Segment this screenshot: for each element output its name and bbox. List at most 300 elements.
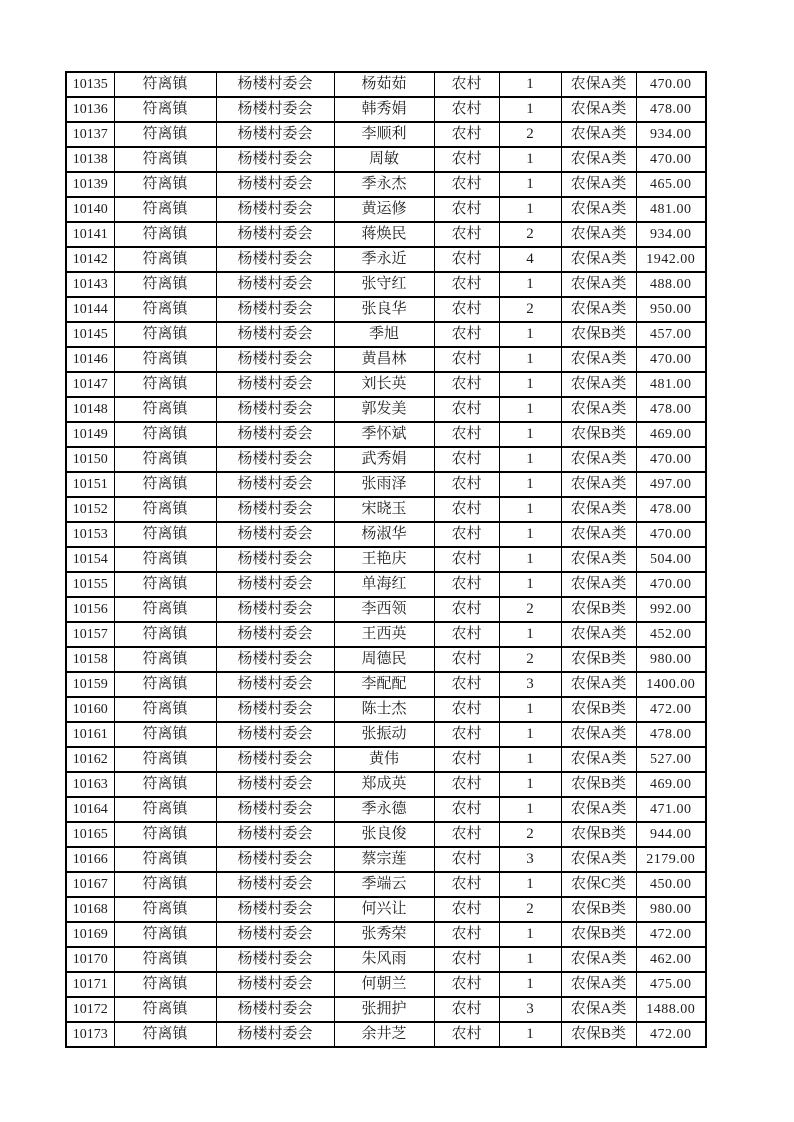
cell-insurance-category: 农保A类 bbox=[561, 722, 636, 747]
cell-residence-type: 农村 bbox=[434, 622, 499, 647]
cell-residence-type: 农村 bbox=[434, 697, 499, 722]
cell-town: 符离镇 bbox=[114, 872, 216, 897]
table-row bbox=[66, 447, 706, 472]
table-row bbox=[66, 147, 706, 172]
table-row bbox=[66, 872, 706, 897]
cell-insurance-category: 农保A类 bbox=[561, 347, 636, 372]
cell-village-committee: 杨楼村委会 bbox=[216, 97, 334, 122]
cell-record-id: 10150 bbox=[66, 447, 114, 472]
table-row bbox=[66, 422, 706, 447]
cell-village-committee: 杨楼村委会 bbox=[216, 797, 334, 822]
cell-person-name: 王艳庆 bbox=[334, 547, 434, 572]
cell-town: 符离镇 bbox=[114, 897, 216, 922]
cell-residence-type: 农村 bbox=[434, 822, 499, 847]
cell-village-committee: 杨楼村委会 bbox=[216, 1022, 334, 1047]
table-row bbox=[66, 172, 706, 197]
cell-residence-type: 农村 bbox=[434, 1022, 499, 1047]
cell-town: 符离镇 bbox=[114, 447, 216, 472]
cell-person-count: 1 bbox=[499, 947, 561, 972]
cell-person-count: 1 bbox=[499, 622, 561, 647]
cell-town: 符离镇 bbox=[114, 347, 216, 372]
cell-person-name: 季永德 bbox=[334, 797, 434, 822]
cell-person-name: 刘长英 bbox=[334, 372, 434, 397]
cell-amount: 481.00 bbox=[636, 197, 706, 222]
cell-person-count: 1 bbox=[499, 172, 561, 197]
table-row bbox=[66, 297, 706, 322]
cell-town: 符离镇 bbox=[114, 197, 216, 222]
cell-village-committee: 杨楼村委会 bbox=[216, 897, 334, 922]
cell-insurance-category: 农保A类 bbox=[561, 797, 636, 822]
table-row bbox=[66, 747, 706, 772]
cell-town: 符离镇 bbox=[114, 547, 216, 572]
cell-person-count: 1 bbox=[499, 197, 561, 222]
cell-town: 符离镇 bbox=[114, 747, 216, 772]
cell-residence-type: 农村 bbox=[434, 972, 499, 997]
cell-insurance-category: 农保A类 bbox=[561, 497, 636, 522]
cell-person-count: 1 bbox=[499, 722, 561, 747]
cell-town: 符离镇 bbox=[114, 172, 216, 197]
cell-insurance-category: 农保B类 bbox=[561, 822, 636, 847]
cell-village-committee: 杨楼村委会 bbox=[216, 547, 334, 572]
cell-person-count: 1 bbox=[499, 1022, 561, 1047]
cell-town: 符离镇 bbox=[114, 147, 216, 172]
cell-amount: 472.00 bbox=[636, 1022, 706, 1047]
table-row bbox=[66, 647, 706, 672]
cell-residence-type: 农村 bbox=[434, 297, 499, 322]
cell-village-committee: 杨楼村委会 bbox=[216, 172, 334, 197]
cell-person-name: 周德民 bbox=[334, 647, 434, 672]
table-row bbox=[66, 372, 706, 397]
cell-village-committee: 杨楼村委会 bbox=[216, 622, 334, 647]
cell-village-committee: 杨楼村委会 bbox=[216, 297, 334, 322]
cell-insurance-category: 农保A类 bbox=[561, 947, 636, 972]
cell-town: 符离镇 bbox=[114, 247, 216, 272]
cell-record-id: 10171 bbox=[66, 972, 114, 997]
cell-person-name: 郭发美 bbox=[334, 397, 434, 422]
cell-amount: 497.00 bbox=[636, 472, 706, 497]
cell-person-count: 2 bbox=[499, 222, 561, 247]
cell-residence-type: 农村 bbox=[434, 647, 499, 672]
cell-amount: 934.00 bbox=[636, 222, 706, 247]
benefit-roster-table bbox=[65, 71, 707, 1048]
cell-town: 符离镇 bbox=[114, 847, 216, 872]
cell-residence-type: 农村 bbox=[434, 372, 499, 397]
cell-insurance-category: 农保A类 bbox=[561, 297, 636, 322]
cell-person-count: 1 bbox=[499, 497, 561, 522]
cell-village-committee: 杨楼村委会 bbox=[216, 847, 334, 872]
cell-village-committee: 杨楼村委会 bbox=[216, 522, 334, 547]
table-row bbox=[66, 522, 706, 547]
cell-person-name: 单海红 bbox=[334, 572, 434, 597]
cell-insurance-category: 农保A类 bbox=[561, 197, 636, 222]
cell-residence-type: 农村 bbox=[434, 122, 499, 147]
cell-town: 符离镇 bbox=[114, 572, 216, 597]
cell-insurance-category: 农保A类 bbox=[561, 547, 636, 572]
cell-person-count: 1 bbox=[499, 922, 561, 947]
cell-record-id: 10162 bbox=[66, 747, 114, 772]
table-row bbox=[66, 347, 706, 372]
cell-residence-type: 农村 bbox=[434, 322, 499, 347]
cell-village-committee: 杨楼村委会 bbox=[216, 747, 334, 772]
cell-amount: 488.00 bbox=[636, 272, 706, 297]
cell-residence-type: 农村 bbox=[434, 497, 499, 522]
cell-residence-type: 农村 bbox=[434, 847, 499, 872]
cell-person-count: 1 bbox=[499, 547, 561, 572]
cell-record-id: 10172 bbox=[66, 997, 114, 1022]
cell-residence-type: 农村 bbox=[434, 722, 499, 747]
table-row bbox=[66, 397, 706, 422]
cell-person-count: 2 bbox=[499, 122, 561, 147]
cell-town: 符离镇 bbox=[114, 322, 216, 347]
cell-person-name: 张拥护 bbox=[334, 997, 434, 1022]
cell-town: 符离镇 bbox=[114, 97, 216, 122]
cell-person-count: 1 bbox=[499, 472, 561, 497]
cell-village-committee: 杨楼村委会 bbox=[216, 647, 334, 672]
cell-residence-type: 农村 bbox=[434, 797, 499, 822]
cell-village-committee: 杨楼村委会 bbox=[216, 72, 334, 97]
cell-amount: 457.00 bbox=[636, 322, 706, 347]
cell-village-committee: 杨楼村委会 bbox=[216, 322, 334, 347]
cell-amount: 470.00 bbox=[636, 447, 706, 472]
cell-amount: 527.00 bbox=[636, 747, 706, 772]
table-row bbox=[66, 672, 706, 697]
cell-record-id: 10166 bbox=[66, 847, 114, 872]
table-row bbox=[66, 722, 706, 747]
cell-insurance-category: 农保A类 bbox=[561, 372, 636, 397]
cell-record-id: 10146 bbox=[66, 347, 114, 372]
table-row bbox=[66, 547, 706, 572]
cell-person-count: 1 bbox=[499, 422, 561, 447]
cell-residence-type: 农村 bbox=[434, 197, 499, 222]
cell-insurance-category: 农保A类 bbox=[561, 72, 636, 97]
table-row bbox=[66, 972, 706, 997]
table-row bbox=[66, 622, 706, 647]
table-row bbox=[66, 922, 706, 947]
cell-insurance-category: 农保A类 bbox=[561, 622, 636, 647]
cell-residence-type: 农村 bbox=[434, 747, 499, 772]
cell-village-committee: 杨楼村委会 bbox=[216, 872, 334, 897]
cell-person-name: 余井芝 bbox=[334, 1022, 434, 1047]
cell-person-count: 1 bbox=[499, 522, 561, 547]
cell-person-count: 1 bbox=[499, 372, 561, 397]
cell-residence-type: 农村 bbox=[434, 447, 499, 472]
cell-record-id: 10168 bbox=[66, 897, 114, 922]
cell-residence-type: 农村 bbox=[434, 872, 499, 897]
cell-record-id: 10142 bbox=[66, 247, 114, 272]
cell-insurance-category: 农保A类 bbox=[561, 172, 636, 197]
cell-amount: 471.00 bbox=[636, 797, 706, 822]
cell-person-name: 张良华 bbox=[334, 297, 434, 322]
cell-record-id: 10148 bbox=[66, 397, 114, 422]
cell-village-committee: 杨楼村委会 bbox=[216, 422, 334, 447]
cell-insurance-category: 农保A类 bbox=[561, 222, 636, 247]
cell-town: 符离镇 bbox=[114, 397, 216, 422]
cell-town: 符离镇 bbox=[114, 497, 216, 522]
cell-record-id: 10160 bbox=[66, 697, 114, 722]
cell-person-count: 1 bbox=[499, 347, 561, 372]
cell-amount: 465.00 bbox=[636, 172, 706, 197]
cell-village-committee: 杨楼村委会 bbox=[216, 922, 334, 947]
table-row bbox=[66, 247, 706, 272]
table-row bbox=[66, 497, 706, 522]
cell-person-count: 3 bbox=[499, 672, 561, 697]
cell-village-committee: 杨楼村委会 bbox=[216, 497, 334, 522]
cell-residence-type: 农村 bbox=[434, 772, 499, 797]
cell-residence-type: 农村 bbox=[434, 897, 499, 922]
cell-village-committee: 杨楼村委会 bbox=[216, 572, 334, 597]
cell-town: 符离镇 bbox=[114, 647, 216, 672]
cell-person-count: 2 bbox=[499, 647, 561, 672]
cell-record-id: 10156 bbox=[66, 597, 114, 622]
cell-amount: 469.00 bbox=[636, 422, 706, 447]
cell-village-committee: 杨楼村委会 bbox=[216, 197, 334, 222]
table-row bbox=[66, 797, 706, 822]
cell-town: 符离镇 bbox=[114, 222, 216, 247]
cell-record-id: 10173 bbox=[66, 1022, 114, 1047]
cell-town: 符离镇 bbox=[114, 372, 216, 397]
cell-person-count: 2 bbox=[499, 297, 561, 322]
cell-person-count: 1 bbox=[499, 797, 561, 822]
table-row bbox=[66, 97, 706, 122]
cell-person-name: 黄伟 bbox=[334, 747, 434, 772]
cell-town: 符离镇 bbox=[114, 122, 216, 147]
cell-residence-type: 农村 bbox=[434, 522, 499, 547]
cell-amount: 470.00 bbox=[636, 572, 706, 597]
table-body bbox=[66, 72, 706, 1047]
cell-amount: 1942.00 bbox=[636, 247, 706, 272]
cell-person-name: 黄运修 bbox=[334, 197, 434, 222]
cell-village-committee: 杨楼村委会 bbox=[216, 947, 334, 972]
cell-amount: 944.00 bbox=[636, 822, 706, 847]
cell-village-committee: 杨楼村委会 bbox=[216, 447, 334, 472]
cell-insurance-category: 农保B类 bbox=[561, 1022, 636, 1047]
cell-village-committee: 杨楼村委会 bbox=[216, 722, 334, 747]
cell-village-committee: 杨楼村委会 bbox=[216, 122, 334, 147]
cell-amount: 934.00 bbox=[636, 122, 706, 147]
cell-person-name: 朱风雨 bbox=[334, 947, 434, 972]
cell-person-name: 宋晓玉 bbox=[334, 497, 434, 522]
cell-person-name: 陈士杰 bbox=[334, 697, 434, 722]
cell-town: 符离镇 bbox=[114, 72, 216, 97]
cell-person-count: 1 bbox=[499, 772, 561, 797]
cell-person-count: 2 bbox=[499, 597, 561, 622]
cell-residence-type: 农村 bbox=[434, 72, 499, 97]
cell-person-name: 王西英 bbox=[334, 622, 434, 647]
cell-residence-type: 农村 bbox=[434, 247, 499, 272]
cell-insurance-category: 农保B类 bbox=[561, 647, 636, 672]
cell-person-name: 季旭 bbox=[334, 322, 434, 347]
cell-village-committee: 杨楼村委会 bbox=[216, 472, 334, 497]
cell-amount: 470.00 bbox=[636, 72, 706, 97]
cell-insurance-category: 农保A类 bbox=[561, 747, 636, 772]
cell-person-name: 黄昌林 bbox=[334, 347, 434, 372]
cell-amount: 481.00 bbox=[636, 372, 706, 397]
cell-amount: 950.00 bbox=[636, 297, 706, 322]
cell-person-name: 季永杰 bbox=[334, 172, 434, 197]
cell-insurance-category: 农保B类 bbox=[561, 897, 636, 922]
cell-amount: 478.00 bbox=[636, 497, 706, 522]
cell-record-id: 10155 bbox=[66, 572, 114, 597]
cell-person-count: 4 bbox=[499, 247, 561, 272]
cell-record-id: 10165 bbox=[66, 822, 114, 847]
cell-residence-type: 农村 bbox=[434, 922, 499, 947]
cell-amount: 470.00 bbox=[636, 147, 706, 172]
cell-village-committee: 杨楼村委会 bbox=[216, 972, 334, 997]
cell-amount: 452.00 bbox=[636, 622, 706, 647]
cell-amount: 450.00 bbox=[636, 872, 706, 897]
cell-record-id: 10169 bbox=[66, 922, 114, 947]
cell-person-name: 武秀娟 bbox=[334, 447, 434, 472]
cell-town: 符离镇 bbox=[114, 972, 216, 997]
cell-residence-type: 农村 bbox=[434, 422, 499, 447]
cell-record-id: 10157 bbox=[66, 622, 114, 647]
cell-residence-type: 农村 bbox=[434, 397, 499, 422]
cell-person-count: 3 bbox=[499, 997, 561, 1022]
cell-town: 符离镇 bbox=[114, 922, 216, 947]
cell-person-count: 1 bbox=[499, 322, 561, 347]
cell-person-count: 1 bbox=[499, 397, 561, 422]
table-row bbox=[66, 222, 706, 247]
cell-town: 符离镇 bbox=[114, 422, 216, 447]
table-row bbox=[66, 947, 706, 972]
cell-insurance-category: 农保A类 bbox=[561, 672, 636, 697]
cell-village-committee: 杨楼村委会 bbox=[216, 372, 334, 397]
cell-insurance-category: 农保A类 bbox=[561, 122, 636, 147]
cell-person-name: 张守红 bbox=[334, 272, 434, 297]
cell-amount: 1400.00 bbox=[636, 672, 706, 697]
cell-record-id: 10158 bbox=[66, 647, 114, 672]
cell-village-committee: 杨楼村委会 bbox=[216, 247, 334, 272]
cell-residence-type: 农村 bbox=[434, 672, 499, 697]
cell-residence-type: 农村 bbox=[434, 347, 499, 372]
cell-town: 符离镇 bbox=[114, 1022, 216, 1047]
cell-amount: 2179.00 bbox=[636, 847, 706, 872]
cell-town: 符离镇 bbox=[114, 297, 216, 322]
cell-record-id: 10140 bbox=[66, 197, 114, 222]
cell-record-id: 10153 bbox=[66, 522, 114, 547]
cell-record-id: 10138 bbox=[66, 147, 114, 172]
cell-residence-type: 农村 bbox=[434, 172, 499, 197]
cell-village-committee: 杨楼村委会 bbox=[216, 397, 334, 422]
cell-person-count: 1 bbox=[499, 72, 561, 97]
cell-residence-type: 农村 bbox=[434, 572, 499, 597]
cell-record-id: 10135 bbox=[66, 72, 114, 97]
cell-town: 符离镇 bbox=[114, 722, 216, 747]
cell-insurance-category: 农保A类 bbox=[561, 247, 636, 272]
cell-person-count: 2 bbox=[499, 822, 561, 847]
table-row bbox=[66, 697, 706, 722]
cell-record-id: 10139 bbox=[66, 172, 114, 197]
cell-town: 符离镇 bbox=[114, 797, 216, 822]
cell-record-id: 10144 bbox=[66, 297, 114, 322]
cell-town: 符离镇 bbox=[114, 672, 216, 697]
cell-person-name: 张振动 bbox=[334, 722, 434, 747]
cell-person-name: 季端云 bbox=[334, 872, 434, 897]
cell-amount: 470.00 bbox=[636, 347, 706, 372]
cell-person-count: 2 bbox=[499, 897, 561, 922]
cell-person-name: 韩秀娟 bbox=[334, 97, 434, 122]
cell-town: 符离镇 bbox=[114, 697, 216, 722]
cell-person-count: 1 bbox=[499, 97, 561, 122]
cell-insurance-category: 农保A类 bbox=[561, 97, 636, 122]
cell-amount: 980.00 bbox=[636, 897, 706, 922]
cell-record-id: 10149 bbox=[66, 422, 114, 447]
cell-village-committee: 杨楼村委会 bbox=[216, 347, 334, 372]
cell-village-committee: 杨楼村委会 bbox=[216, 222, 334, 247]
cell-town: 符离镇 bbox=[114, 597, 216, 622]
cell-village-committee: 杨楼村委会 bbox=[216, 672, 334, 697]
cell-insurance-category: 农保A类 bbox=[561, 522, 636, 547]
cell-town: 符离镇 bbox=[114, 772, 216, 797]
cell-insurance-category: 农保B类 bbox=[561, 697, 636, 722]
cell-insurance-category: 农保A类 bbox=[561, 847, 636, 872]
cell-person-name: 季怀斌 bbox=[334, 422, 434, 447]
cell-amount: 469.00 bbox=[636, 772, 706, 797]
cell-person-count: 1 bbox=[499, 147, 561, 172]
cell-residence-type: 农村 bbox=[434, 597, 499, 622]
cell-amount: 478.00 bbox=[636, 397, 706, 422]
cell-amount: 992.00 bbox=[636, 597, 706, 622]
cell-amount: 478.00 bbox=[636, 97, 706, 122]
table-row bbox=[66, 72, 706, 97]
cell-insurance-category: 农保A类 bbox=[561, 997, 636, 1022]
cell-village-committee: 杨楼村委会 bbox=[216, 272, 334, 297]
cell-insurance-category: 农保C类 bbox=[561, 872, 636, 897]
cell-record-id: 10141 bbox=[66, 222, 114, 247]
cell-person-name: 蔡宗莲 bbox=[334, 847, 434, 872]
cell-residence-type: 农村 bbox=[434, 547, 499, 572]
cell-amount: 472.00 bbox=[636, 697, 706, 722]
cell-insurance-category: 农保B类 bbox=[561, 772, 636, 797]
cell-record-id: 10161 bbox=[66, 722, 114, 747]
cell-person-name: 何兴让 bbox=[334, 897, 434, 922]
cell-insurance-category: 农保A类 bbox=[561, 472, 636, 497]
table-row bbox=[66, 1022, 706, 1047]
cell-record-id: 10147 bbox=[66, 372, 114, 397]
cell-town: 符离镇 bbox=[114, 947, 216, 972]
cell-residence-type: 农村 bbox=[434, 147, 499, 172]
cell-person-name: 李西领 bbox=[334, 597, 434, 622]
cell-record-id: 10145 bbox=[66, 322, 114, 347]
cell-person-count: 1 bbox=[499, 447, 561, 472]
table-row bbox=[66, 997, 706, 1022]
cell-town: 符离镇 bbox=[114, 997, 216, 1022]
cell-insurance-category: 农保A类 bbox=[561, 147, 636, 172]
cell-person-count: 1 bbox=[499, 697, 561, 722]
cell-residence-type: 农村 bbox=[434, 272, 499, 297]
cell-residence-type: 农村 bbox=[434, 947, 499, 972]
cell-person-name: 郑成英 bbox=[334, 772, 434, 797]
cell-amount: 1488.00 bbox=[636, 997, 706, 1022]
cell-insurance-category: 农保A类 bbox=[561, 572, 636, 597]
cell-town: 符离镇 bbox=[114, 822, 216, 847]
cell-amount: 472.00 bbox=[636, 922, 706, 947]
cell-town: 符离镇 bbox=[114, 272, 216, 297]
table-row bbox=[66, 897, 706, 922]
cell-record-id: 10164 bbox=[66, 797, 114, 822]
cell-village-committee: 杨楼村委会 bbox=[216, 597, 334, 622]
cell-village-committee: 杨楼村委会 bbox=[216, 147, 334, 172]
table-row bbox=[66, 272, 706, 297]
cell-insurance-category: 农保B类 bbox=[561, 322, 636, 347]
cell-record-id: 10159 bbox=[66, 672, 114, 697]
cell-person-count: 1 bbox=[499, 972, 561, 997]
table-row bbox=[66, 322, 706, 347]
cell-amount: 504.00 bbox=[636, 547, 706, 572]
cell-village-committee: 杨楼村委会 bbox=[216, 697, 334, 722]
cell-village-committee: 杨楼村委会 bbox=[216, 822, 334, 847]
cell-person-count: 1 bbox=[499, 572, 561, 597]
